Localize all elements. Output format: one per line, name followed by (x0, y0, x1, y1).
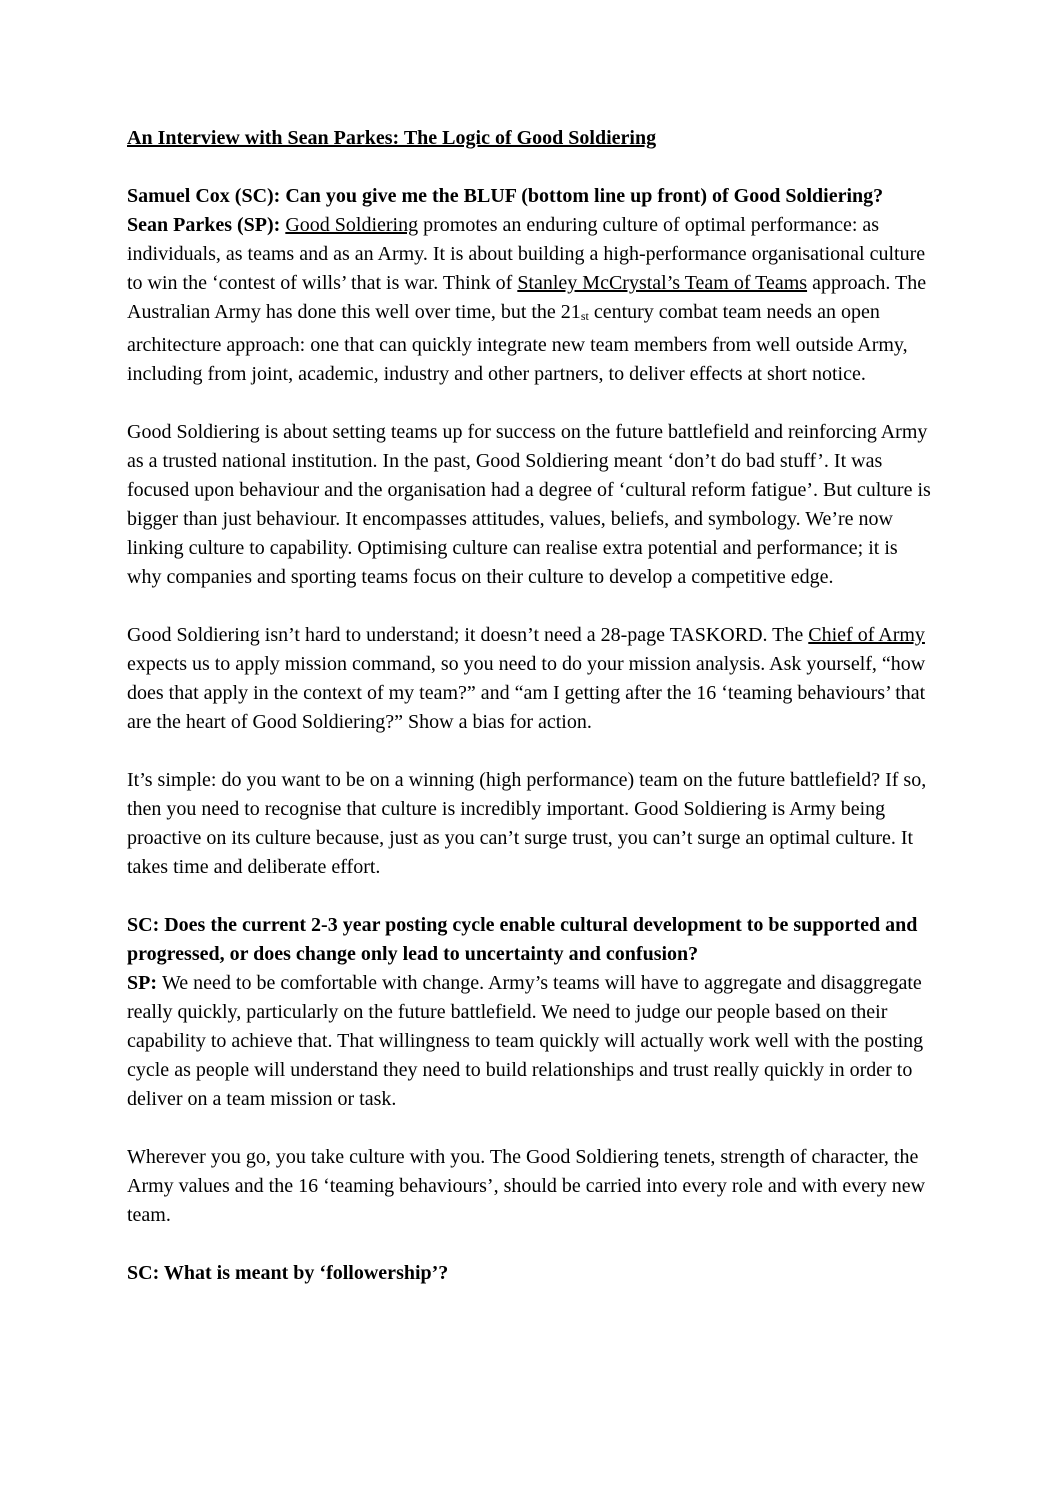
text-block (127, 1259, 932, 1288)
text-run: SP: (127, 972, 162, 994)
text-block (127, 911, 932, 1114)
question-posting-cycle (127, 911, 932, 969)
good-soldiering-link[interactable]: Good Soldiering (285, 214, 419, 236)
answer-posting-cycle (127, 969, 932, 1114)
text-run: Sean Parkes (SP): (127, 214, 286, 236)
text-run: Samuel Cox (SC): Can you give me the BLUF (bottom line up front) of Good Soldiering? (127, 185, 884, 207)
answer-taskord (127, 621, 932, 737)
text-block (127, 182, 932, 389)
text-run: We need to be comfortable with change. Army’s teams will have to aggregate and disaggregate really quickly, particularly on the future battlefield. We need to judge our people based on their capability to achieve that. That willingness to team quickly will actually work well with the posting cycle as people will understand they need to build relationships and trust really quickly in order to deliver on a team mission or task. (127, 972, 924, 1110)
answer-bluf (127, 211, 932, 389)
answer-wherever (127, 1143, 932, 1230)
text-run: Good Soldiering is about setting teams up for success on the future battlefield and reinforcing Army as a trusted national institution. In the past, Good Soldiering meant ‘don’t do bad stuff’. It was focused upon behaviour and the organisation had a degree of ‘cultural reform fatigue’. But culture is bigger than just behaviour. It encompasses attitudes, values, beliefs, and symbology. We’re now linking culture to capability. Optimising culture can realise extra potential and performance; it is why companies and sporting teams focus on their culture to develop a competitive edge. (127, 421, 931, 588)
text-block (127, 1143, 932, 1230)
document-body (127, 182, 932, 1288)
text-run: SC: What is meant by ‘followership’? (127, 1262, 449, 1284)
text-run: expects us to apply mission command, so you need to do your mission analysis. Ask yourself, “how does that apply in the context of my team?” and “am I getting after the 16 ‘teaming behaviours’ that are the heart of Good Soldiering?” Show a bias for action. (127, 653, 926, 733)
question-followership (127, 1259, 932, 1288)
text-run: approach. The Australian Army has done this well over time, but the 21 (127, 272, 927, 323)
text-run: SC: Does the current 2-3 year posting cycle enable cultural development to be supported and progressed, or does change only lead to uncertainty and confusion? (127, 914, 918, 965)
text-run: Good Soldiering isn’t hard to understand; it doesn’t need a 28-page TASKORD. The (127, 624, 809, 646)
text-run: century combat team needs an open architecture approach: one that can quickly integrate new team members from well outside Army, including from joint, academic, industry and other partners, to deliver effects at short notice. (127, 301, 908, 385)
text-block (127, 766, 932, 882)
text-block (127, 621, 932, 737)
document-title: An Interview with Sean Parkes: The Logic of Good Soldiering (127, 127, 657, 149)
text-run: st (580, 309, 589, 323)
chief-of-army-link[interactable]: Chief of Army (808, 624, 925, 646)
text-run: promotes an enduring culture of optimal performance: as individuals, as teams and as an Army. It is about building a high-performance organisational culture to win the ‘contest of wills’ that is war. Think of (127, 214, 926, 294)
text-block (127, 418, 932, 592)
team-of-teams-link[interactable]: Stanley McCrystal’s Team of Teams (517, 272, 808, 294)
answer-simple (127, 766, 932, 882)
text-run: It’s simple: do you want to be on a winning (high performance) team on the future battlefield? If so, then you need to recognise that culture is incredibly important. Good Soldiering is Army being proactive on its culture because, just as you can’t surge trust, you can’t surge an optimal culture. It takes time and deliberate effort. (127, 769, 927, 878)
text-run: Wherever you go, you take culture with you. The Good Soldiering tenets, strength of character, the Army values and the 16 ‘teaming behaviours’, should be carried into every role and with every new team. (127, 1146, 926, 1226)
question-bluf (127, 182, 932, 211)
answer-culture (127, 418, 932, 592)
